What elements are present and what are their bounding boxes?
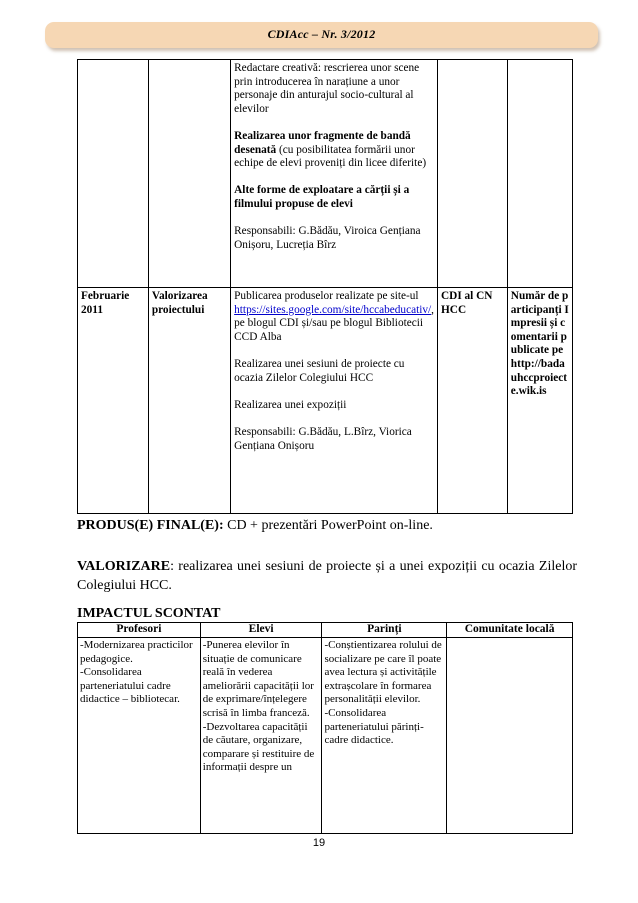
table-row [78, 288, 573, 514]
impact-header-row [78, 623, 573, 638]
activity-plan-table [77, 59, 573, 514]
activity-responsible: Responsabili: G.Bădău, L.Bîrz, Viorica Gențiana Onișoru [234, 425, 412, 452]
impact-heading: IMPACTUL SCONTAT [77, 606, 221, 621]
activities-cell [231, 288, 438, 514]
indicators-cell [507, 60, 572, 288]
table-row [78, 60, 573, 288]
valorization-paragraph: VALORIZARE: realizarea unei sesiuni de proiecte și a unei expoziții cu ocazia Zilelor Colegiului HCC. [77, 559, 577, 593]
header-community: Comunitate locală [447, 623, 573, 638]
date-cell: Februarie 2011 [78, 288, 149, 514]
activity-publish: Publicarea produselor realizate pe site-ul https://sites.google.com/site/hccabeducativ/, pe blogul CDI și/sau pe blogul Bibliotecii CCD Alba [234, 290, 434, 343]
activity-responsible: Responsabili: G.Bădău, Viroica Gențiana Onișoru, Lucreția Bîrz [234, 225, 421, 251]
impact-table [77, 622, 573, 834]
publication-title: CDIAcc – Nr. 3/2012 [267, 27, 376, 41]
location-cell: CDI al CN HCC [438, 288, 508, 514]
activity-other-forms: Alte forme de exploatare a cărții și a filmului propuse de elevi [234, 184, 410, 210]
location-cell [438, 60, 508, 288]
activity-creative-writing: Redactare creativă: rescrierea unor scene prin introducerea în narațiune a unor personaje din anturajul socio-cultural al elevilor [234, 62, 420, 115]
page-number: 19 [312, 837, 326, 849]
students-cell: -Punerea elevilor în situație de comunicare reală în vederea ameliorării capacității lor de exprimare/înțelegere scrisă în limba franceză. -Dezvoltarea capacității de căutare, organizare, comparare și restituire de informații despre un [200, 638, 322, 834]
activity-session: Realizarea unei sesiuni de proiecte cu ocazia Zilelor Colegiului HCC [234, 357, 405, 384]
community-cell [447, 638, 573, 834]
impact-row [78, 638, 573, 834]
header-band [45, 22, 598, 48]
teachers-cell: -Modernizarea practicilor pedagogice. -Consolidarea parteneriatului cadre didactice – bibliotecar. [78, 638, 201, 834]
final-product-paragraph: PRODUS(E) FINAL(E): CD + prezentări PowerPoint on-line. [77, 518, 433, 533]
header-parents: Parinți [322, 623, 447, 638]
stage-cell [148, 60, 230, 288]
header-teachers: Profesori [78, 623, 201, 638]
site-link[interactable]: https://sites.google.com/site/hccabeducativ/ [234, 303, 432, 316]
parents-cell: -Conștientizarea rolului de socializare pe care îl poate avea lectura și activitățile extrașcolare în formarea personalității elevilor. -Consolidarea parteneriatului părinți-cadre didactice. [322, 638, 447, 834]
header-students: Elevi [200, 623, 322, 638]
activity-comic-strip: Realizarea unor fragmente de bandă desenată (cu posibilitatea formării unor echipe de elevi proveniți din licee diferite) [234, 129, 427, 170]
activities-cell [231, 60, 438, 288]
activity-exhibition: Realizarea unei expoziții [234, 398, 347, 411]
indicators-cell: Număr de participanți Impresii și comentarii publicate pe http://badauhccproiecte.wik.is [507, 288, 572, 514]
date-cell [78, 60, 149, 288]
stage-cell: Valorizarea proiectului [148, 288, 230, 514]
